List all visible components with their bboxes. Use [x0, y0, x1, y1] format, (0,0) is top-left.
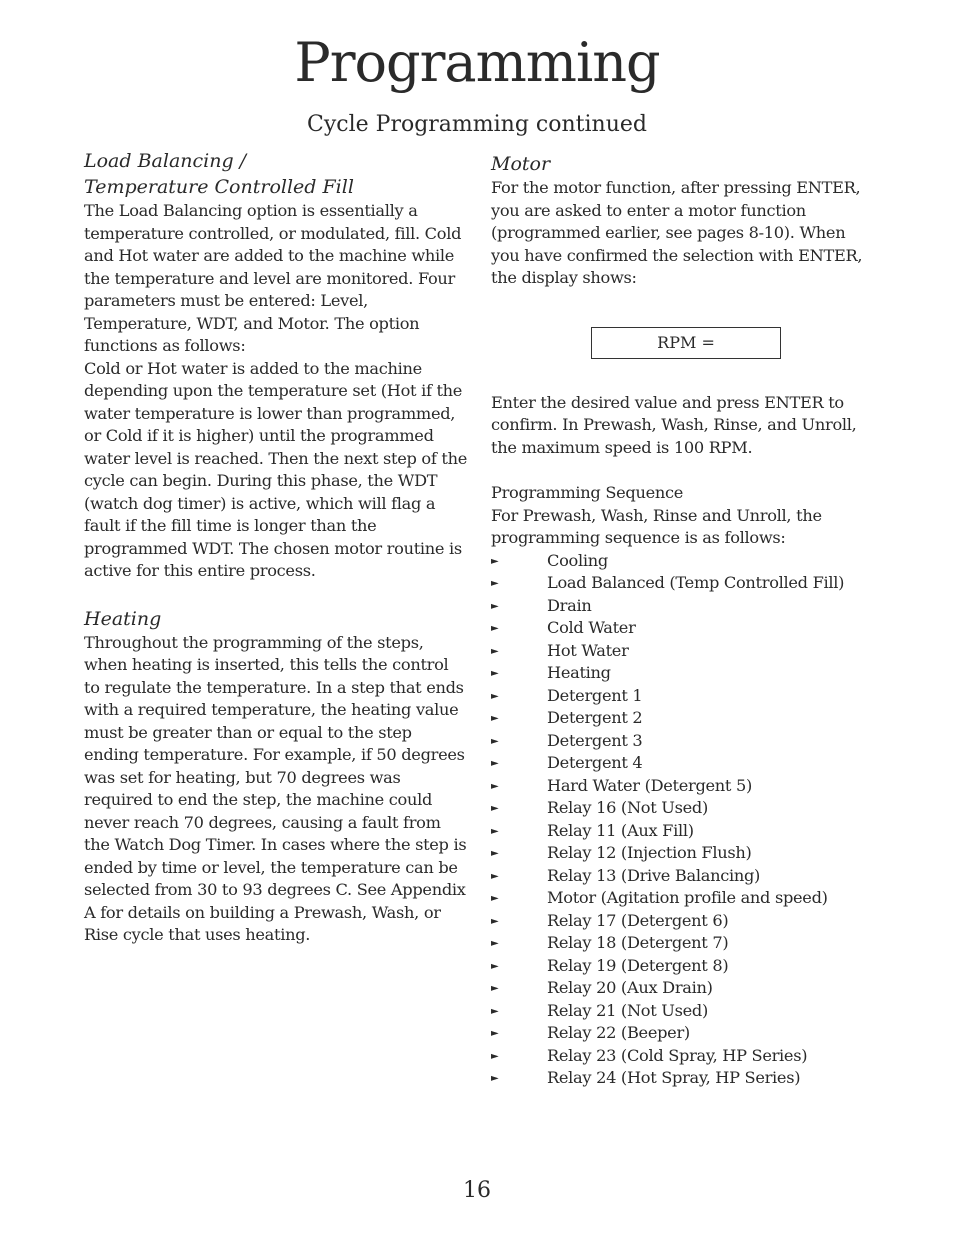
- bullet-arrow-icon: ►: [491, 1073, 499, 1084]
- sequence-item-label: Drain: [547, 595, 592, 615]
- sequence-list-item: [491, 1022, 871, 1045]
- bullet-arrow-icon: ►: [491, 915, 499, 927]
- load-balancing-paragraph-1: The Load Balancing option is essentially a temperature controlled, or modulated, fill. Cold and Hot water are added to the machine while the temperature and level are monitored. Four parameters must be entered: Level, Temperature, WDT, and Motor. The option functions as follows:: [84, 201, 462, 355]
- sequence-item-label: Cooling: [547, 550, 608, 570]
- page-number: 16: [463, 1178, 491, 1203]
- sequence-list-item: [491, 1045, 871, 1068]
- right-column: [491, 151, 871, 1090]
- sequence-item-label: Hard Water (Detergent 5): [547, 775, 752, 795]
- page-title: Programming: [294, 31, 660, 94]
- sequence-list-item: [491, 550, 871, 573]
- sequence-item-label: Relay 16 (Not Used): [547, 798, 709, 817]
- sequence-item-label: Load Balanced (Temp Controlled Fill): [547, 573, 845, 592]
- sequence-item-label: Detergent 4: [547, 753, 643, 772]
- sequence-list-item: [491, 932, 871, 955]
- sequence-item-label: Relay 23 (Cold Spray, HP Series): [547, 1045, 808, 1065]
- bullet-arrow-icon: ►: [491, 623, 499, 634]
- bullet-arrow-icon: ►: [491, 1028, 499, 1039]
- sequence-list-item: [491, 977, 871, 1000]
- sequence-item-label: Heating: [547, 663, 611, 682]
- sequence-list-item: [491, 865, 871, 888]
- sequence-list-item: [491, 595, 871, 618]
- sequence-list-item: [491, 842, 871, 865]
- motor-paragraph-2: Enter the desired value and press ENTER to confirm. In Prewash, Wash, Rinse, and Unroll, the maximum speed is 100 RPM.: [491, 392, 857, 457]
- sequence-list-item: [491, 775, 871, 798]
- bullet-arrow-icon: ►: [491, 735, 499, 747]
- sequence-item-label: Relay 21 (Not Used): [547, 1000, 709, 1020]
- sequence-list-item: [491, 797, 871, 820]
- sequence-item-label: Detergent 3: [547, 730, 643, 750]
- bullet-arrow-icon: ►: [491, 983, 499, 994]
- load-balancing-title-line1: Load Balancing /: [84, 150, 247, 172]
- bullet-arrow-icon: ►: [491, 645, 499, 657]
- sequence-item-label: Relay 18 (Detergent 7): [547, 933, 729, 952]
- sequence-item-label: Relay 20 (Aux Drain): [547, 978, 713, 997]
- bullet-arrow-icon: ►: [491, 960, 499, 972]
- bullet-arrow-icon: ►: [491, 893, 499, 904]
- load-balancing-title-line2: Temperature Controlled Fill: [84, 176, 354, 198]
- sequence-title: Programming Sequence: [491, 483, 684, 502]
- sequence-item-label: Relay 19 (Detergent 8): [547, 955, 729, 975]
- sequence-list-item: [491, 640, 871, 663]
- sequence-list-item: [491, 572, 871, 595]
- bullet-arrow-icon: ►: [491, 938, 499, 949]
- sequence-item-label: Detergent 1: [547, 685, 643, 705]
- left-column: [84, 148, 468, 947]
- sequence-list-item: [491, 707, 871, 730]
- sequence-item-label: Relay 13 (Drive Balancing): [547, 865, 761, 885]
- sequence-list-item: [491, 910, 871, 933]
- bullet-arrow-icon: ►: [491, 870, 499, 882]
- bullet-arrow-icon: ►: [491, 1005, 499, 1017]
- bullet-arrow-icon: ►: [491, 848, 499, 859]
- sequence-list-item: [491, 1000, 871, 1023]
- load-balancing-paragraph-2: Cold or Hot water is added to the machine depending upon the temperature set (Hot if the water temperature is lower than programmed, or Cold if it is higher) until the programmed water level is reached. Then the next step of the cycle can begin. During this phase, the WDT (watch dog timer) is active, which will flag a fault if the fill time is longer than the programmed WDT. The chosen motor routine is active for this entire process.: [84, 358, 468, 580]
- sequence-item-label: Motor (Agitation profile and speed): [547, 888, 828, 907]
- bullet-arrow-icon: ►: [491, 825, 499, 837]
- sequence-item-label: Relay 17 (Detergent 6): [547, 910, 729, 930]
- sequence-item-label: Relay 11 (Aux Fill): [547, 820, 694, 840]
- page-subtitle: Cycle Programming continued: [307, 112, 647, 137]
- bullet-arrow-icon: ►: [491, 1050, 499, 1062]
- sequence-list-item: [491, 752, 871, 775]
- sequence-list-item: [491, 662, 871, 685]
- sequence-list-item: [491, 617, 871, 640]
- sequence-list-item: [491, 685, 871, 708]
- sequence-list-item: [491, 955, 871, 978]
- motor-title: Motor: [491, 153, 551, 175]
- heating-title: Heating: [84, 607, 162, 630]
- sequence-list-item: [491, 820, 871, 843]
- sequence-list-item: [491, 730, 871, 753]
- bullet-arrow-icon: ►: [491, 803, 499, 814]
- sequence-item-label: Relay 22 (Beeper): [547, 1023, 690, 1042]
- sequence-list-item: [491, 1067, 871, 1090]
- sequence-item-label: Relay 24 (Hot Spray, HP Series): [547, 1068, 801, 1087]
- sequence-item-label: Hot Water: [547, 640, 629, 660]
- bullet-arrow-icon: ►: [491, 555, 499, 567]
- motor-paragraph-1: For the motor function, after pressing ENTER, you are asked to enter a motor function (programmed earlier, see pages 8-10). When you have confirmed the selection with ENTER, the display shows:: [491, 178, 863, 287]
- sequence-list-item: [491, 887, 871, 910]
- sequence-item-label: Detergent 2: [547, 708, 643, 727]
- bullet-arrow-icon: ►: [491, 758, 499, 769]
- sequence-intro: For Prewash, Wash, Rinse and Unroll, the programming sequence is as follows:: [491, 505, 822, 547]
- sequence-item-label: Cold Water: [547, 618, 636, 637]
- bullet-arrow-icon: ►: [491, 690, 499, 702]
- bullet-arrow-icon: ►: [491, 780, 499, 792]
- bullet-arrow-icon: ►: [491, 668, 499, 679]
- bullet-arrow-icon: ►: [491, 713, 499, 724]
- heating-paragraph: Throughout the programming of the steps, when heating is inserted, this tells the control to regulate the temperature. In a step that ends with a required temperature, the heating value must be greater than or equal to the step ending temperature. For example, if 50 degrees was set for heating, but 70 degrees was required to end the step, the machine could never reach 70 degrees, causing a fault from the Watch Dog Timer. In cases where the step is ended by time or level, the temperature can be selected from 30 to 93 degrees C. See Appendix A for details on building a Prewash, Wash, or Rise cycle that uses heating.: [84, 632, 467, 944]
- sequence-item-label: Relay 12 (Injection Flush): [547, 843, 752, 862]
- sequence-list: [491, 550, 871, 1090]
- bullet-arrow-icon: ►: [491, 578, 499, 589]
- rpm-display-box: RPM =: [591, 327, 781, 359]
- bullet-arrow-icon: ►: [491, 600, 499, 612]
